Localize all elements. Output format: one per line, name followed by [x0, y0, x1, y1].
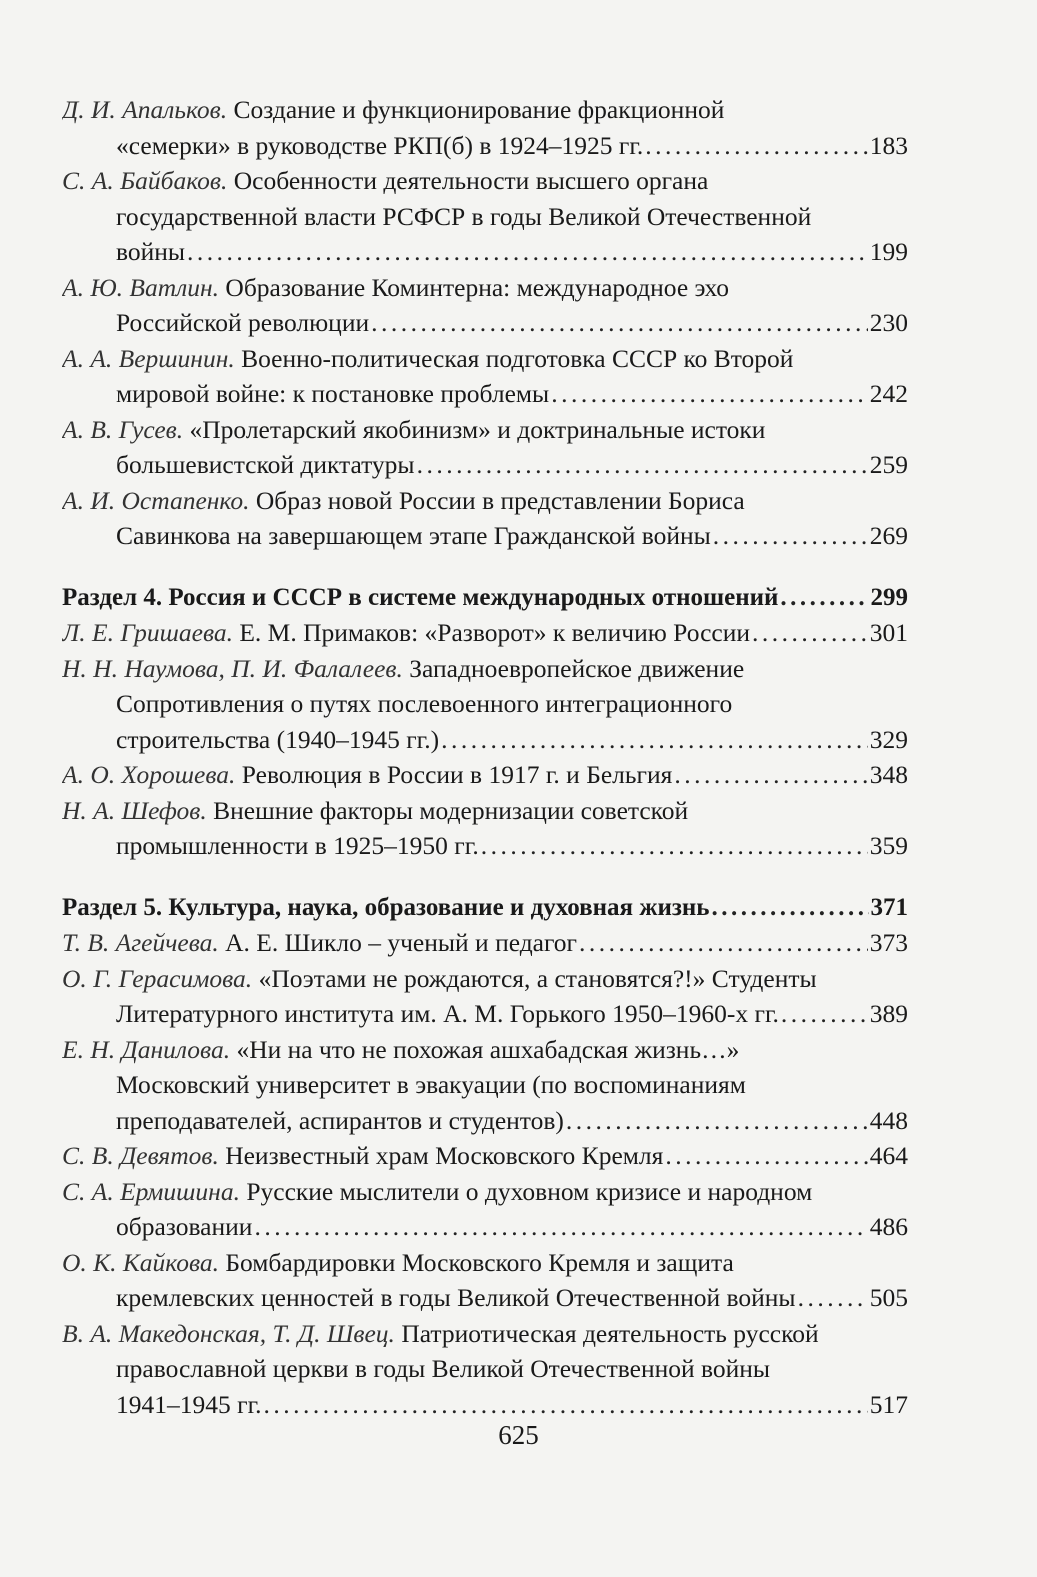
toc-entry-line — [62, 925, 908, 961]
toc-entry[interactable] — [62, 757, 908, 793]
entry-title: 1941–1945 гг. — [116, 1389, 262, 1419]
toc-entry-line — [62, 483, 908, 519]
entry-title: Русские мыслители о духовном кризисе и народном — [239, 1176, 813, 1206]
entry-title: «Пролетарский якобинизм» и доктринальные истоки — [183, 414, 766, 444]
toc-entry[interactable] — [62, 651, 908, 758]
section-heading[interactable] — [62, 890, 908, 926]
toc-entry-line — [62, 199, 908, 235]
entry-title: Патриотическая деятельность русской — [394, 1318, 819, 1348]
dot-leader — [645, 128, 867, 164]
entry-title: «семерки» в руководстве РКП(б) в 1924–1925 гг. — [116, 130, 644, 160]
entry-page-number: 183 — [869, 130, 908, 160]
entry-title: православной церкви в годы Великой Отечественной войны — [116, 1354, 771, 1383]
dot-leader — [781, 996, 868, 1032]
toc-entry-line — [62, 305, 908, 341]
toc-entry[interactable] — [62, 793, 908, 864]
entry-page-number: 448 — [869, 1105, 908, 1135]
toc-entry[interactable] — [62, 925, 908, 961]
entry-title: «Ни на что не похожая ашхабадская жизнь…» — [230, 1034, 740, 1064]
section-title: Раздел 5. Культура, наука, образование и духовная жизнь — [62, 893, 710, 921]
entry-title: войны — [116, 237, 186, 266]
entry-author: С. А. Ермишина. — [62, 1176, 240, 1206]
entry-page-number: 505 — [869, 1283, 908, 1312]
toc-entry-line — [62, 1103, 908, 1139]
toc-entry-line — [62, 234, 908, 270]
toc-entry[interactable] — [62, 163, 908, 270]
entry-title: Военно-политическая подготовка СССР ко Второй — [234, 343, 794, 373]
entry-page-number: 259 — [869, 450, 908, 479]
toc-entry[interactable] — [62, 341, 908, 412]
entry-author: Т. В. Агейчева. — [62, 928, 219, 957]
entry-title: Западноевропейское движение — [402, 653, 745, 683]
entry-page-number: 269 — [869, 521, 908, 550]
entry-author: Н. А. Шефов. — [62, 795, 207, 825]
toc-entry[interactable] — [62, 483, 908, 554]
toc-entry-line — [62, 1387, 908, 1423]
entry-title: мировой войне: к постановке проблемы — [116, 379, 550, 408]
entry-author: С. А. Байбаков. — [62, 166, 228, 195]
toc-entry-line — [62, 1280, 908, 1316]
toc-entry-line — [62, 412, 908, 448]
dot-leader — [254, 1209, 867, 1245]
entry-title: Образ новой России в представлении Бориса — [249, 485, 745, 515]
entry-title: Неизвестный храм Московского Кремля — [218, 1141, 664, 1170]
toc-entry-line — [62, 270, 908, 306]
entry-title: большевистской диктатуры — [116, 450, 415, 479]
entry-title: Особенности деятельности высшего органа — [227, 166, 709, 195]
entry-title: Московский университет в эвакуации (по воспоминаниям — [116, 1070, 746, 1099]
toc-entry-line — [62, 828, 908, 864]
dot-leader — [566, 1103, 868, 1139]
toc-entry-line — [62, 1245, 908, 1281]
dot-leader — [674, 757, 867, 793]
toc-entry[interactable] — [62, 92, 908, 163]
entry-title: «Поэтами не рождаются, а становятся?!» Студенты — [252, 963, 817, 993]
entry-title: Савинкова на завершающем этапе Гражданской войны — [116, 521, 711, 550]
entry-title: А. Е. Шикло – ученый и педагог — [218, 928, 578, 957]
toc-entry[interactable] — [62, 615, 908, 651]
dot-leader — [417, 447, 868, 483]
section-page-number: 371 — [870, 893, 908, 921]
entry-title: государственной власти РСФСР в годы Великой Отечественной — [116, 201, 812, 231]
dot-leader — [665, 1138, 867, 1174]
dot-leader — [371, 305, 868, 341]
entry-title: строительства (1940–1945 гг.) — [116, 724, 440, 754]
toc-entry-line — [62, 163, 908, 199]
toc-entry-line — [62, 376, 908, 412]
entry-author: А. О. Хорошева. — [62, 760, 236, 789]
entry-page-number: 242 — [869, 379, 908, 408]
toc-entry[interactable] — [62, 961, 908, 1032]
toc-entry-line — [62, 1351, 908, 1387]
entry-page-number: 199 — [869, 237, 908, 266]
entry-page-number: 348 — [869, 760, 908, 789]
toc-entry-line — [62, 1067, 908, 1103]
entry-author: Д. И. Апальков. — [62, 95, 228, 124]
dot-leader — [752, 615, 868, 651]
section-page-number: 299 — [870, 583, 908, 611]
entry-author: Е. Н. Данилова. — [62, 1034, 231, 1064]
entry-author: А. Ю. Ватлин. — [62, 272, 220, 302]
toc-entry[interactable] — [62, 1245, 908, 1316]
entry-page-number: 373 — [869, 928, 908, 957]
entry-title: образовании — [116, 1212, 253, 1241]
entry-title: Литературного института им. А. М. Горького 1950–1960-х гг. — [116, 999, 779, 1028]
entry-page-number: 389 — [869, 999, 908, 1028]
toc-entry-line — [62, 447, 908, 483]
entry-page-number: 301 — [869, 618, 908, 647]
toc-entry[interactable] — [62, 270, 908, 341]
toc-entry-line — [62, 651, 908, 687]
entry-author: Л. Е. Гришаева. — [62, 618, 233, 647]
toc-entry[interactable] — [62, 1138, 908, 1174]
entry-title: Российской революции — [116, 308, 370, 337]
entry-title: промышленности в 1925–1950 гг. — [116, 831, 479, 860]
table-of-contents — [62, 92, 908, 1422]
toc-entry-line — [62, 757, 908, 793]
entry-page-number: 359 — [869, 831, 908, 860]
dot-leader — [264, 1387, 868, 1423]
entry-title: Революция в России в 1917 г. и Бельгия — [235, 760, 673, 789]
toc-entry[interactable] — [62, 1316, 908, 1423]
entry-page-number: 486 — [869, 1212, 908, 1241]
entry-page-number: 329 — [869, 724, 908, 754]
entry-author: А. И. Остапенко. — [62, 485, 250, 515]
toc-entry-line — [62, 793, 908, 829]
section-title: Раздел 4. Россия и СССР в системе международных отношений — [62, 583, 779, 611]
toc-entry-line — [62, 1316, 908, 1352]
toc-entry-line — [62, 1138, 908, 1174]
toc-entry-line — [62, 996, 908, 1032]
toc-entry-line — [62, 1174, 908, 1210]
entry-page-number: 464 — [869, 1141, 908, 1170]
dot-leader — [441, 722, 868, 758]
toc-entry[interactable] — [62, 1032, 908, 1139]
dot-leader — [551, 376, 868, 412]
entry-title: Создание и функционирование фракционной — [227, 95, 725, 124]
toc-entry-line — [62, 686, 908, 722]
entry-author: В. А. Македонская, Т. Д. Швец. — [62, 1318, 395, 1348]
entry-author: С. В. Девятов. — [62, 1141, 219, 1170]
entry-title: Бомбардировки Московского Кремля и защита — [219, 1247, 734, 1277]
dot-leader — [798, 1280, 868, 1316]
dot-leader — [579, 925, 868, 961]
entry-author: Н. Н. Наумова, П. И. Фалалеев. — [62, 653, 403, 683]
toc-entry[interactable] — [62, 412, 908, 483]
entry-author: А. А. Вершинин. — [62, 343, 235, 373]
toc-entry-line — [62, 961, 908, 997]
toc-entry-line — [62, 518, 908, 554]
entry-page-number: 517 — [869, 1389, 908, 1419]
entry-author: А. В. Гусев. — [62, 414, 184, 444]
dot-leader — [187, 234, 868, 270]
dot-leader — [712, 890, 869, 926]
toc-entry-line — [62, 1032, 908, 1068]
toc-entry-line — [62, 341, 908, 377]
toc-entry-line — [62, 722, 908, 758]
entry-title: Образование Коминтерна: международное эхо — [219, 272, 730, 302]
entry-author: О. К. Кайкова. — [62, 1247, 220, 1277]
dot-leader — [713, 518, 868, 554]
toc-entry-line — [62, 128, 908, 164]
toc-entry[interactable] — [62, 1174, 908, 1245]
toc-entry-line — [62, 92, 908, 128]
toc-entry-line — [62, 615, 908, 651]
entry-title: Е. М. Примаков: «Разворот» к величию России — [232, 618, 751, 647]
entry-title: Внешние факторы модернизации советской — [206, 795, 689, 825]
entry-title: преподавателей, аспирантов и студентов) — [116, 1105, 564, 1135]
entry-title: Сопротивления о путях послевоенного интеграционного — [116, 689, 733, 718]
entry-author: О. Г. Герасимова. — [62, 963, 253, 993]
entry-page-number: 230 — [869, 308, 908, 337]
section-heading[interactable] — [62, 580, 908, 616]
dot-leader — [481, 828, 868, 864]
page-number: 625 — [498, 1420, 539, 1450]
toc-entry-line — [62, 1209, 908, 1245]
dot-leader — [780, 580, 868, 616]
entry-title: кремлевских ценностей в годы Великой Отечественной войны — [116, 1283, 796, 1312]
